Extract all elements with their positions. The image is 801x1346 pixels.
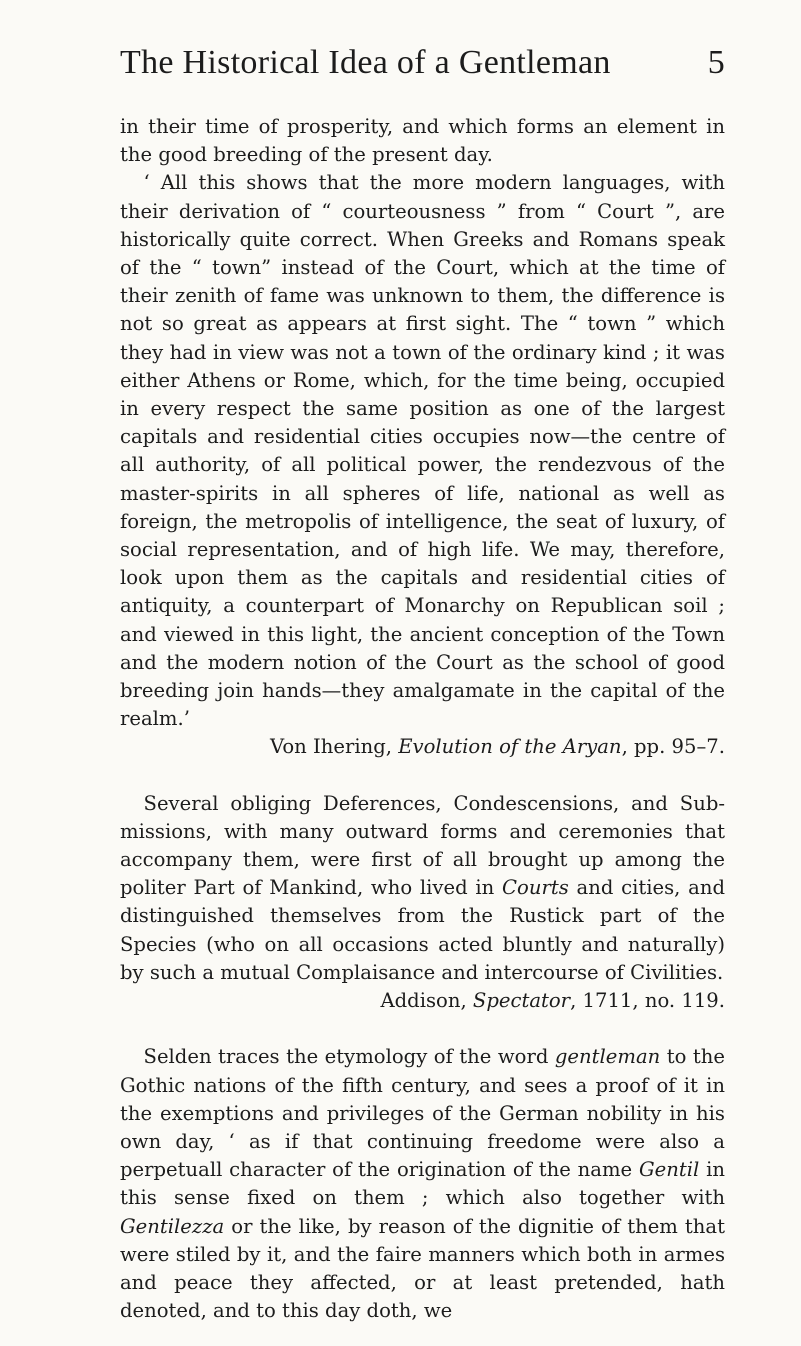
paragraph-continuation: in their time of prosperity, and which forms an element in the good breeding of the present day. — [120, 115, 725, 167]
quotation-addison: Several obliging Deferences, Condescensions, and Sub-missions, with many outward forms and ceremonies that accompany them, were first of all brought up among the politer Part of Mankind, who lived in Courts and cities, and distinguished themselves from the Rustick part of the Species (who on all occasions acted bluntly and naturally) by such a mutual Complaisance and intercourse of Civilities. — [120, 791, 725, 984]
page-number: 5 — [707, 44, 725, 81]
book-page — [120, 44, 725, 1325]
italic-gentil: Gentil — [639, 1158, 700, 1182]
citation-pages: , pp. 95–7. — [621, 735, 725, 759]
italic-gentleman: gentleman — [554, 1045, 661, 1069]
citation-author: Von Ihering, — [270, 735, 399, 759]
citation-details: , 1711, no. 119. — [570, 989, 725, 1013]
quotation-ihering: ‘ All this shows that the more modern languages, with their derivation of “ courteousness ” from “ Court ”, are historically quite correct. When Greeks and Romans speak of the “ town” instead of the Court, which at the time of their zenith of fame was unknown to them, the difference is not so great as appears at first sight. The “ town ” which they had in view was not a town of the ordinary kind ; it was either Athens or Rome, which, for the time being, occupied in every respect the same position as one of the largest capitals and residential cities occupies now—the centre of all authority, of all political power, the rendezvous of the master-spirits in all spheres of life, national as well as foreign, the metropolis of intelligence, the seat of luxury, of social representation, and of high life. We may, therefore, look upon them as the capitals and residential cities of antiquity, a counterpart of Monarchy on Republican soil ; and viewed in this light, the ancient conception of the Town and the modern notion of the Court as the school of good breeding join hands—they amalgamate in the capital of the realm.’ — [120, 171, 725, 731]
body-text — [120, 113, 725, 1325]
citation-ihering — [120, 733, 725, 761]
paragraph-selden: Selden traces the etymology of the word gentleman to the Gothic nations of the fifth century, and sees a proof of it in the exemptions and privileges of the German nobility in his own day, ‘ as if that continuing freedome were also a perpetuall character of the origination of the name Gentil in this sense fixed on them ; which also together with Gentilezza or the like, by reason of the dignitie of them that were stiled by it, and the faire manners which both in armes and peace they affected, or at least pretended, hath denoted, and to this day doth, we — [120, 1045, 726, 1323]
running-head — [120, 44, 725, 96]
citation-author: Addison, — [380, 989, 473, 1013]
italic-courts: Courts — [502, 876, 569, 900]
italic-gentilezza: Gentilezza — [120, 1214, 225, 1238]
citation-work-title: Evolution of the Aryan — [398, 735, 622, 759]
citation-work-title: Spectator — [472, 989, 571, 1013]
citation-addison — [120, 987, 725, 1015]
running-title: The Historical Idea of a Gentleman — [120, 44, 611, 81]
